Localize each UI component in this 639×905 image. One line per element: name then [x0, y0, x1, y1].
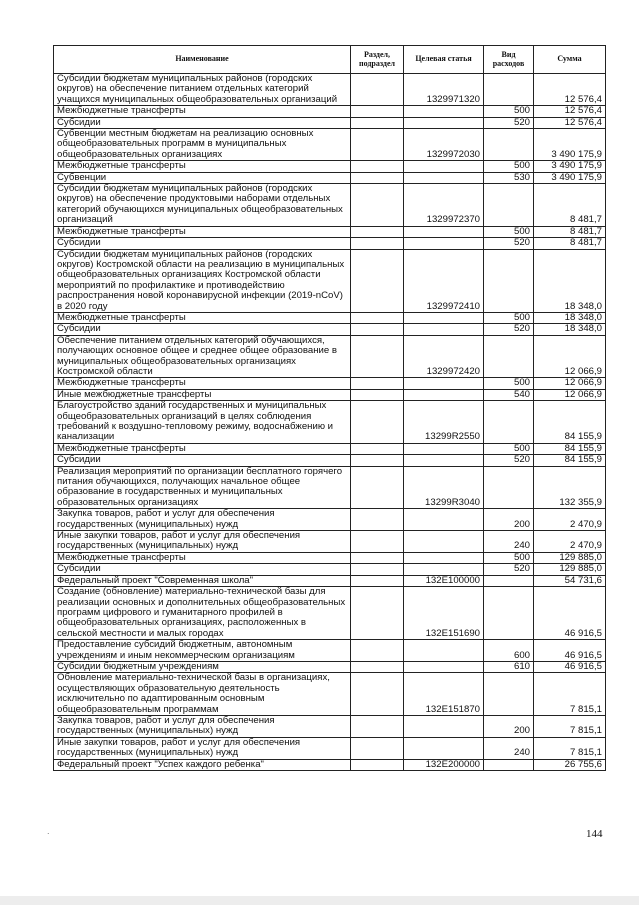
row-section [351, 106, 404, 117]
row-expense-type: 500 [484, 443, 534, 454]
row-section [351, 466, 404, 509]
row-section [351, 172, 404, 183]
row-amount: 8 481,7 [534, 238, 606, 249]
row-expense-type: 500 [484, 226, 534, 237]
table-row [54, 737, 606, 759]
row-name: Субсидии бюджетам муниципальных районов (городских округов) на обеспечение продуктовыми наборами отдельных категорий обучающихся муниципальных общеобразовательных организаций [54, 184, 351, 227]
row-amount: 12 576,4 [534, 106, 606, 117]
row-amount: 129 885,0 [534, 552, 606, 563]
table-row [54, 661, 606, 672]
row-section [351, 389, 404, 400]
row-expense-type [484, 673, 534, 716]
table-row [54, 161, 606, 172]
row-name: Субвенции [54, 172, 351, 183]
row-section [351, 335, 404, 378]
row-name: Субвенции местным бюджетам на реализацию основных общеобразовательных программ в муниципальных общеобразовательных организациях [54, 129, 351, 161]
row-expense-type: 500 [484, 378, 534, 389]
table-row [54, 312, 606, 323]
row-target-article [404, 226, 484, 237]
row-expense-type: 600 [484, 640, 534, 662]
row-target-article: 132E151870 [404, 673, 484, 716]
table-row [54, 172, 606, 183]
row-amount: 12 066,9 [534, 335, 606, 378]
row-amount: 8 481,7 [534, 226, 606, 237]
row-amount: 3 490 175,9 [534, 129, 606, 161]
row-name: Предоставление субсидий бюджетным, автономным учреждениям и иным некоммерческим организациям [54, 640, 351, 662]
row-target-article: 132E100000 [404, 575, 484, 586]
row-section [351, 238, 404, 249]
row-expense-type [484, 759, 534, 770]
table-row [54, 715, 606, 737]
row-target-article [404, 238, 484, 249]
row-target-article: 1329972410 [404, 249, 484, 312]
row-name: Иные закупки товаров, работ и услуг для обеспечения государственных (муниципальных) нужд [54, 737, 351, 759]
row-target-article [404, 312, 484, 323]
row-amount: 84 155,9 [534, 401, 606, 444]
row-section [351, 715, 404, 737]
table-row [54, 673, 606, 716]
row-section [351, 161, 404, 172]
row-section [351, 226, 404, 237]
table-row [54, 74, 606, 106]
scan-mark: . [47, 826, 50, 836]
header-expense-type: Вид расходов [484, 46, 534, 74]
row-name: Иные межбюджетные трансферты [54, 389, 351, 400]
row-section [351, 129, 404, 161]
row-name: Обеспечение питанием отдельных категорий обучающихся, получающих основное общее и среднее общее образование в муниципальных общеобразовательных организациях Костромской области [54, 335, 351, 378]
table-row [54, 466, 606, 509]
row-section [351, 455, 404, 466]
row-section [351, 184, 404, 227]
row-target-article [404, 564, 484, 575]
row-section [351, 552, 404, 563]
row-amount: 7 815,1 [534, 737, 606, 759]
row-expense-type: 610 [484, 661, 534, 672]
row-section [351, 737, 404, 759]
row-name: Межбюджетные трансферты [54, 106, 351, 117]
row-amount: 84 155,9 [534, 455, 606, 466]
row-section [351, 74, 404, 106]
row-name: Субсидии [54, 564, 351, 575]
row-name: Создание (обновление) материально-технической базы для реализации основных и дополнительных общеобразовательных программ цифрового и гуманитарного профилей в общеобразовательных организациях, расположенных в сельской местности и малых городах [54, 587, 351, 640]
row-amount: 129 885,0 [534, 564, 606, 575]
row-section [351, 312, 404, 323]
row-name: Субсидии бюджетам муниципальных районов (городских округов) на обеспечение питанием отдельных категорий учащихся муниципальных общеобразовательных организаций [54, 74, 351, 106]
row-section [351, 673, 404, 716]
row-name: Субсидии [54, 324, 351, 335]
table-row [54, 117, 606, 128]
row-target-article [404, 737, 484, 759]
row-expense-type [484, 335, 534, 378]
row-section [351, 575, 404, 586]
row-name: Межбюджетные трансферты [54, 226, 351, 237]
row-expense-type: 240 [484, 531, 534, 553]
row-target-article: 1329971320 [404, 74, 484, 106]
row-section [351, 564, 404, 575]
table-row [54, 640, 606, 662]
row-expense-type: 540 [484, 389, 534, 400]
table-row [54, 575, 606, 586]
row-amount: 26 755,6 [534, 759, 606, 770]
row-amount: 18 348,0 [534, 324, 606, 335]
row-expense-type [484, 587, 534, 640]
row-expense-type: 520 [484, 564, 534, 575]
table-row [54, 184, 606, 227]
row-target-article [404, 640, 484, 662]
row-expense-type [484, 129, 534, 161]
row-target-article [404, 117, 484, 128]
row-target-article [404, 389, 484, 400]
row-amount: 18 348,0 [534, 249, 606, 312]
row-amount: 46 916,5 [534, 587, 606, 640]
row-expense-type: 500 [484, 312, 534, 323]
row-target-article: 13299R3040 [404, 466, 484, 509]
row-expense-type [484, 184, 534, 227]
row-section [351, 661, 404, 672]
table-row [54, 443, 606, 454]
row-expense-type: 500 [484, 161, 534, 172]
row-name: Благоустройство зданий государственных и муниципальных общеобразовательных организаций в целях соблюдения требований к воздушно-тепловому режиму, водоснабжению и канализации [54, 401, 351, 444]
row-section [351, 531, 404, 553]
row-name: Межбюджетные трансферты [54, 552, 351, 563]
row-name: Субсидии [54, 455, 351, 466]
row-amount: 18 348,0 [534, 312, 606, 323]
row-target-article [404, 106, 484, 117]
row-expense-type [484, 74, 534, 106]
row-name: Федеральный проект "Современная школа" [54, 575, 351, 586]
row-section [351, 587, 404, 640]
table-row [54, 389, 606, 400]
row-name: Обновление материально-технической базы в организациях, осуществляющих образовательную деятельность исключительно по адаптированным основным общеобразовательным программам [54, 673, 351, 716]
table-row [54, 531, 606, 553]
row-target-article [404, 455, 484, 466]
table-row [54, 759, 606, 770]
row-name: Межбюджетные трансферты [54, 312, 351, 323]
row-target-article: 1329972370 [404, 184, 484, 227]
row-expense-type [484, 466, 534, 509]
table-row [54, 238, 606, 249]
row-expense-type: 530 [484, 172, 534, 183]
row-name: Закупка товаров, работ и услуг для обеспечения государственных (муниципальных) нужд [54, 715, 351, 737]
row-target-article: 1329972030 [404, 129, 484, 161]
row-amount: 2 470,9 [534, 531, 606, 553]
row-target-article: 1329972420 [404, 335, 484, 378]
row-target-article [404, 161, 484, 172]
table-row [54, 564, 606, 575]
row-expense-type [484, 575, 534, 586]
row-name: Межбюджетные трансферты [54, 443, 351, 454]
table-row [54, 249, 606, 312]
row-expense-type: 200 [484, 509, 534, 531]
page-number: 144 [586, 828, 603, 840]
table-row [54, 552, 606, 563]
row-section [351, 759, 404, 770]
row-expense-type [484, 249, 534, 312]
table-row [54, 587, 606, 640]
header-target-article: Целевая статья [404, 46, 484, 74]
row-section [351, 640, 404, 662]
row-section [351, 401, 404, 444]
row-expense-type: 200 [484, 715, 534, 737]
row-expense-type: 500 [484, 106, 534, 117]
table-row [54, 106, 606, 117]
row-expense-type [484, 401, 534, 444]
row-section [351, 324, 404, 335]
row-name: Субсидии бюджетам муниципальных районов (городских округов) Костромской области на реализацию в муниципальных общеобразовательных организациях Костромской области мероприятий по профилактике и противодействию распространения новой коронавирусной инфекции (2019-nCoV) в 2020 году [54, 249, 351, 312]
table-row [54, 226, 606, 237]
row-expense-type: 520 [484, 324, 534, 335]
row-name: Федеральный проект "Успех каждого ребенка" [54, 759, 351, 770]
table-row [54, 401, 606, 444]
row-amount: 2 470,9 [534, 509, 606, 531]
row-target-article [404, 661, 484, 672]
row-amount: 8 481,7 [534, 184, 606, 227]
row-amount: 12 066,9 [534, 378, 606, 389]
row-name: Закупка товаров, работ и услуг для обеспечения государственных (муниципальных) нужд [54, 509, 351, 531]
row-amount: 54 731,6 [534, 575, 606, 586]
row-expense-type: 500 [484, 552, 534, 563]
table-body [54, 74, 606, 771]
row-section [351, 378, 404, 389]
row-target-article [404, 443, 484, 454]
row-name: Субсидии [54, 238, 351, 249]
row-name: Иные закупки товаров, работ и услуг для обеспечения государственных (муниципальных) нужд [54, 531, 351, 553]
row-target-article [404, 509, 484, 531]
row-expense-type: 240 [484, 737, 534, 759]
row-amount: 46 916,5 [534, 661, 606, 672]
row-target-article [404, 172, 484, 183]
row-amount: 7 815,1 [534, 715, 606, 737]
row-expense-type: 520 [484, 238, 534, 249]
row-target-article [404, 552, 484, 563]
row-section [351, 249, 404, 312]
row-expense-type: 520 [484, 117, 534, 128]
row-amount: 46 916,5 [534, 640, 606, 662]
row-amount: 12 066,9 [534, 389, 606, 400]
row-amount: 7 815,1 [534, 673, 606, 716]
row-target-article: 13299R2550 [404, 401, 484, 444]
row-target-article [404, 715, 484, 737]
row-target-article [404, 324, 484, 335]
table-row [54, 324, 606, 335]
header-name: Наименование [54, 46, 351, 74]
table-row [54, 129, 606, 161]
header-amount: Сумма [534, 46, 606, 74]
row-amount: 132 355,9 [534, 466, 606, 509]
row-target-article: 132E151690 [404, 587, 484, 640]
row-name: Субсидии [54, 117, 351, 128]
row-amount: 12 576,4 [534, 117, 606, 128]
row-target-article [404, 531, 484, 553]
budget-table [53, 45, 606, 771]
scan-edge [0, 896, 639, 905]
table-header-row [54, 46, 606, 74]
row-name: Реализация мероприятий по организации бесплатного горячего питания обучающихся, получающих начальное общее образование в государственных и муниципальных образовательных организациях [54, 466, 351, 509]
row-section [351, 443, 404, 454]
row-amount: 84 155,9 [534, 443, 606, 454]
row-section [351, 509, 404, 531]
table-row [54, 378, 606, 389]
row-expense-type: 520 [484, 455, 534, 466]
header-section: Раздел, подраздел [351, 46, 404, 74]
table-row [54, 335, 606, 378]
row-section [351, 117, 404, 128]
row-target-article [404, 378, 484, 389]
row-name: Межбюджетные трансферты [54, 161, 351, 172]
row-name: Субсидии бюджетным учреждениям [54, 661, 351, 672]
row-target-article: 132E200000 [404, 759, 484, 770]
row-amount: 3 490 175,9 [534, 161, 606, 172]
row-name: Межбюджетные трансферты [54, 378, 351, 389]
table-row [54, 455, 606, 466]
row-amount: 3 490 175,9 [534, 172, 606, 183]
row-amount: 12 576,4 [534, 74, 606, 106]
table-row [54, 509, 606, 531]
